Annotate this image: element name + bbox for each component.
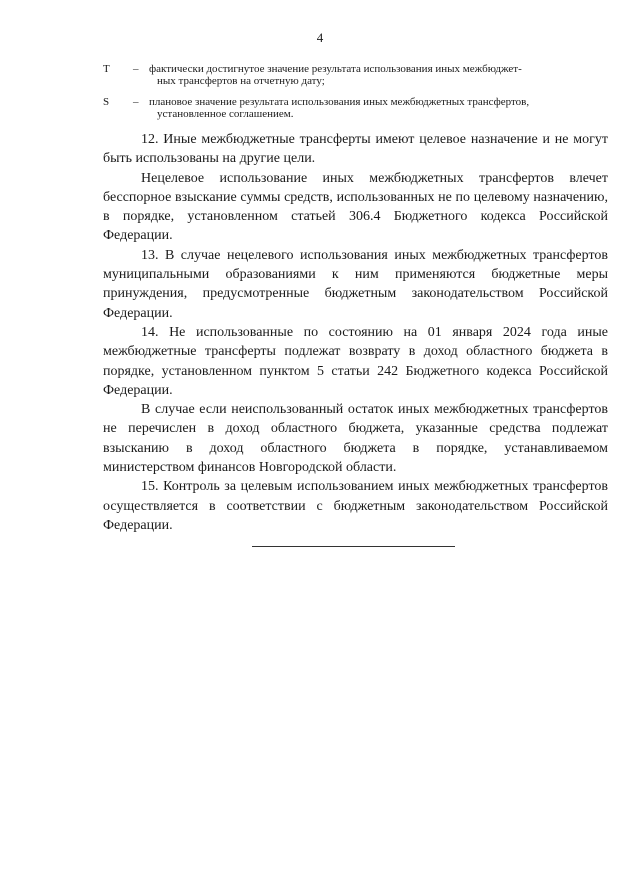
legend-description-line: ных трансфертов на отчетную дату; [157,75,325,87]
legend-description [149,96,599,120]
legend-description-line: плановое значение результата использования иных межбюджетных трансфертов, [149,96,530,108]
legend-symbol: T [103,63,110,75]
legend-description [149,63,599,87]
legend-description-line: фактически достигнутое значение результата использования иных межбюджет- [149,63,522,75]
document-body [103,130,608,535]
legend-dash: – [133,63,139,75]
paragraph-12: 12. Иные межбюджетные трансферты имеют целевое назначение и не могут быть использованы на другие цели. [103,132,608,167]
end-divider [252,546,455,547]
legend-entry-t [103,63,603,87]
legend-description-line: установленное соглашением. [157,108,294,120]
legend-dash: – [133,96,139,108]
paragraph-15: 15. Контроль за целевым использованием иных межбюджетных трансфертов осуществляется в соответствии с бюджетным законодательством Российской Федерации. [103,479,608,533]
paragraph-misuse: Нецелевое использование иных межбюджетных трансфертов влечет бесспорное взыскание суммы средств, использованных не по целевому назначению, в порядке, установленном статьей 306.4 Бюджетного кодекса Российской Федерации. [103,170,608,244]
legend-symbol: S [103,96,110,108]
paragraph-13: 13. В случае нецелевого использования иных межбюджетных трансфертов муниципальными образованиями к ним применяются бюджетные меры принуждения, предусмотренные бюджетным законодательством Российской Федерации. [103,247,608,321]
paragraph-14: 14. Не использованные по состоянию на 01 января 2024 года иные межбюджетные трансферты подлежат возврату в доход областного бюджета в порядке, установленном пунктом 5 статьи 242 Бюджетного кодекса Российской Федерации. [103,324,608,398]
paragraph-unused-balance: В случае если неиспользованный остаток иных межбюджетных трансфертов не перечислен в доход областного бюджета, указанные средства подлежат взысканию в доход областного бюджета в порядке, устанавливаемом министерством финансов Новгородской области. [103,402,608,476]
legend-entry-s [103,96,603,120]
page-number: 4 [316,30,324,45]
